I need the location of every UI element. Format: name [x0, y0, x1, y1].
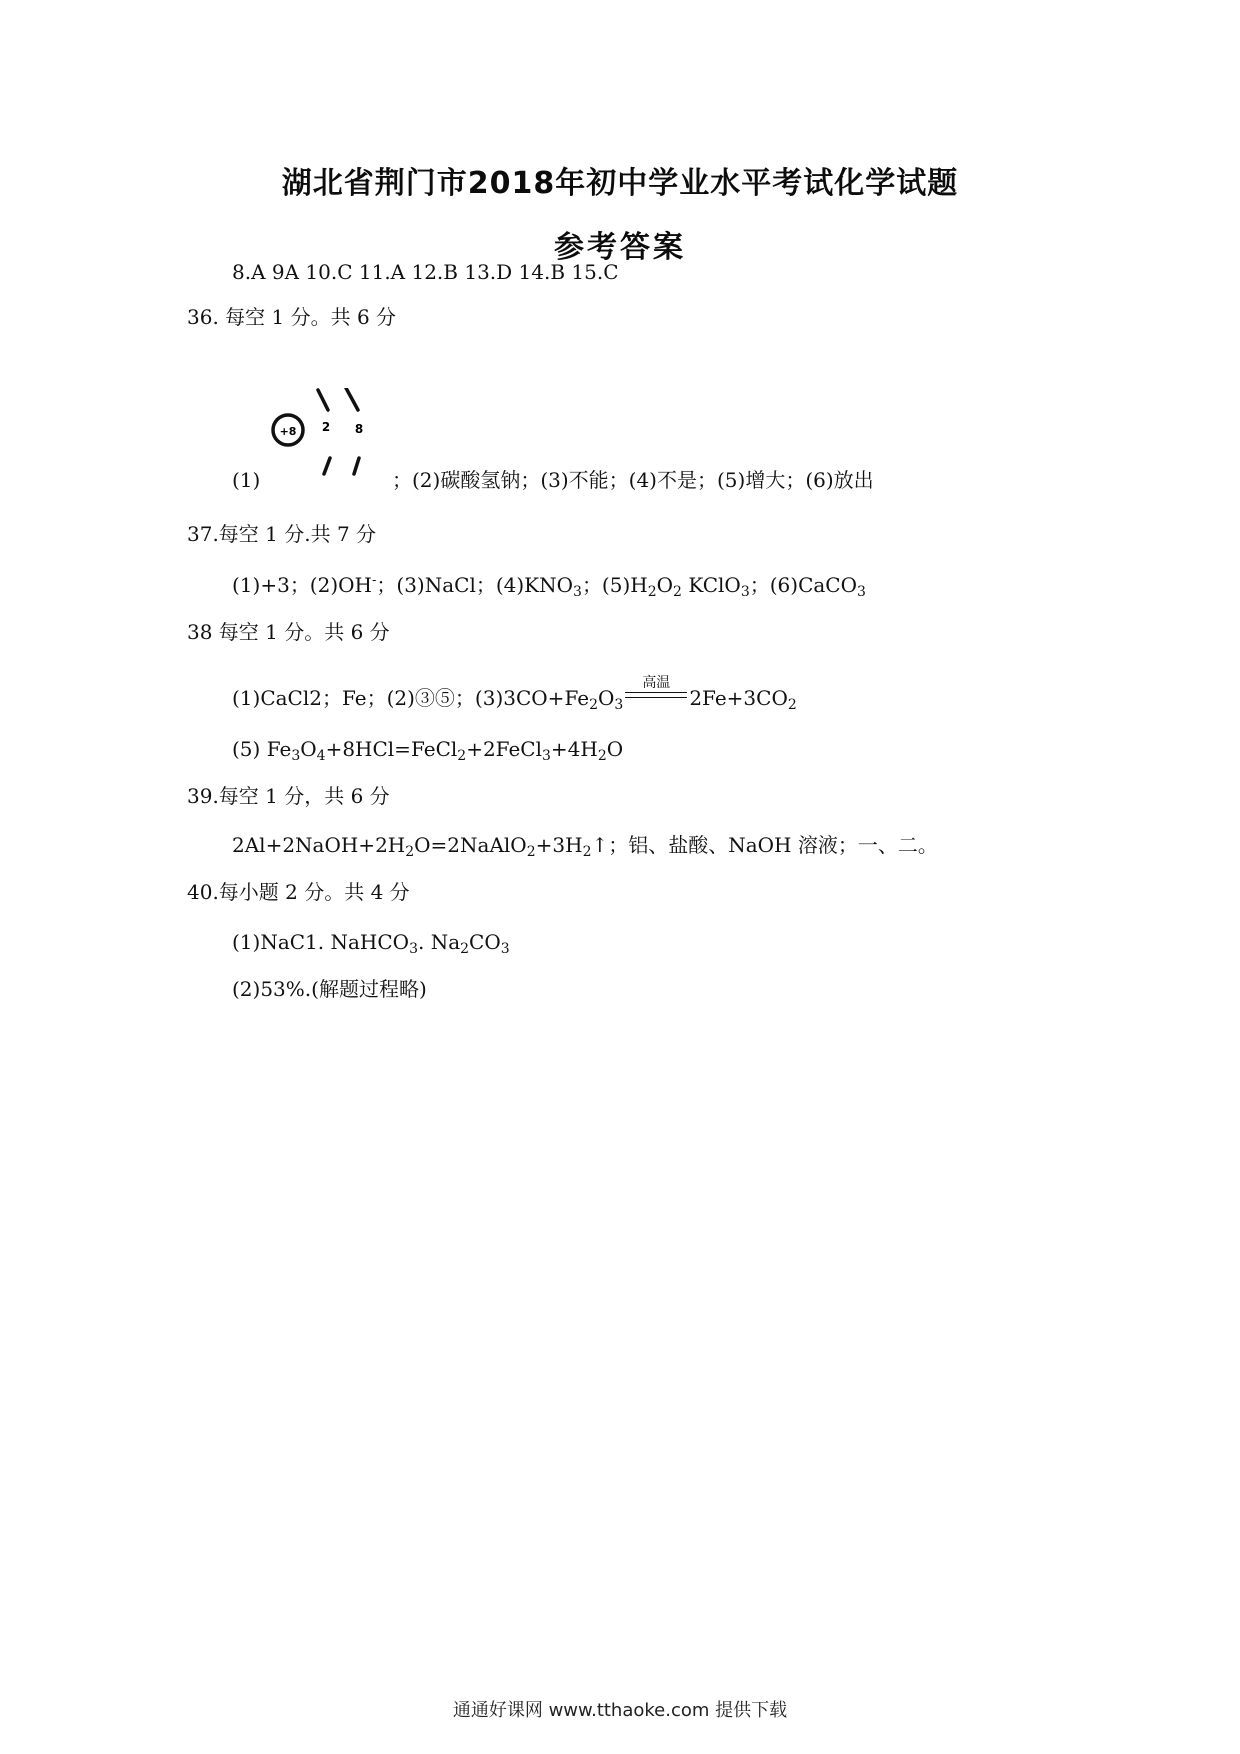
- shell-2-count: 8: [354, 422, 364, 436]
- nucleus-charge: +8: [279, 425, 297, 438]
- shell-arc-1-bottom: [324, 458, 330, 474]
- q40-answer-1: (1)NaC1. NaHCO$_3$. $Na_2CO_3$: [232, 930, 510, 957]
- q36-heading: 36. 每空 1 分。共 6 分: [187, 305, 397, 329]
- reaction-condition-equals: [625, 675, 687, 707]
- q39-answer: $2Al+2NaOH+2H_2O=2NaAlO_2+3H_2↑$；铝、盐酸、NaOH 溶液；一、二。: [232, 833, 938, 860]
- doc-subtitle: 参考答案: [554, 230, 686, 265]
- q38-answer-1: (1)CaCl2；Fe；(2)③⑤；$(3)3CO+Fe_2O_3$ 高温 $2Fe+3CO_2$: [232, 684, 797, 712]
- choice-answers: 8.A 9A 10.C 11.A 12.B 13.D 14.B 15.C: [232, 260, 619, 284]
- download-footer: 通通好课网 www.tthaoke.com 提供下载: [452, 1700, 788, 1721]
- q40-answer-2: (2)53%.(解题过程略): [232, 977, 427, 1001]
- shell-arc-2-bottom: [354, 458, 359, 474]
- doc-title: 湖北省荆门市2018年初中学业水平考试化学试题: [281, 166, 959, 201]
- reaction-condition-label: 高温: [642, 675, 671, 691]
- q39-heading: 39.每空 1 分，共 6 分: [187, 784, 390, 808]
- q38-heading: 38 每空 1 分。共 6 分: [187, 620, 390, 644]
- oxygen-atom-structure-diagram: [268, 388, 378, 498]
- q38-answer-2: (5) $Fe_3O_4+8HCl=FeCl_2+2FeCl_3+4H_2O$: [232, 737, 624, 764]
- q36-label-1: (1): [232, 468, 261, 492]
- q37-answer: (1)+3；(2)OH-；(3)NaCl；$(4)KNO_3$；$(5)H_2O_2$ KClO$_3$；(6)CaCO$_3$: [232, 573, 866, 600]
- shell-arc-2-top: [346, 388, 358, 410]
- q40-heading: 40.每小题 2 分。共 4 分: [187, 880, 410, 904]
- q36-answer-rest: ；(2)碳酸氢钠；(3)不能；(4)不是；(5)增大；(6)放出: [392, 468, 874, 492]
- q37-heading: 37.每空 1 分.共 7 分: [187, 522, 377, 546]
- shell-1-count: 2: [321, 420, 331, 434]
- shell-arc-1-top: [318, 390, 328, 410]
- q36-answer-line: [232, 466, 260, 494]
